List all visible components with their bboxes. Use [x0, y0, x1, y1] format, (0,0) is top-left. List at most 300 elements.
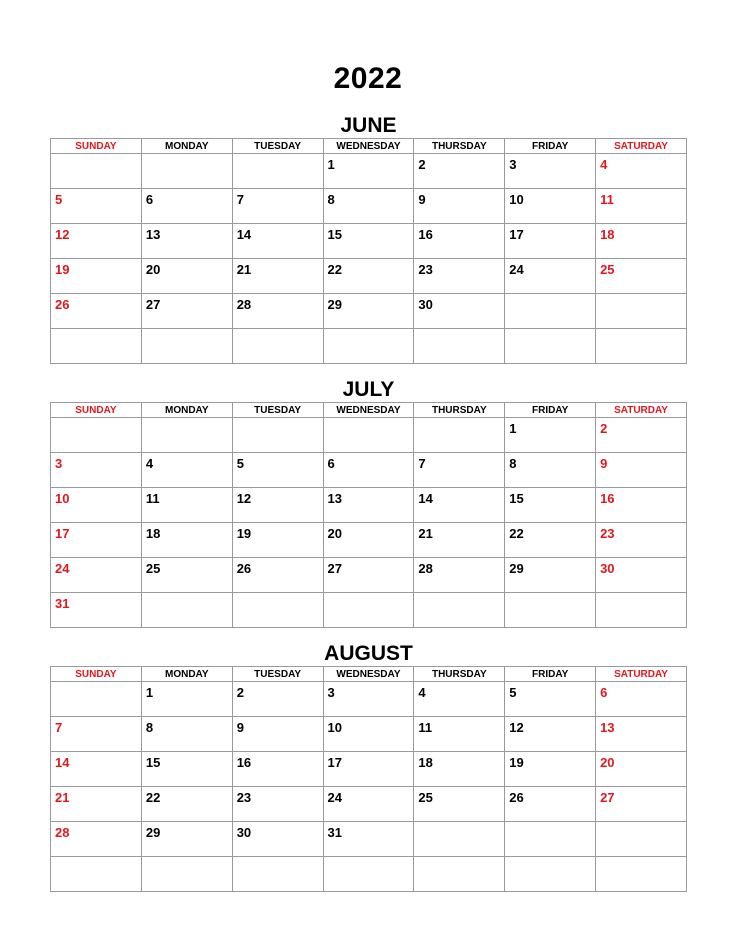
- day-cell: [51, 154, 142, 189]
- day-number: 23: [600, 526, 615, 541]
- day-number: 26: [55, 297, 70, 312]
- day-cell: [323, 857, 414, 892]
- day-number: [233, 857, 323, 860]
- day-cell: [51, 717, 142, 752]
- day-number: 30: [418, 297, 433, 312]
- day-cell: [505, 787, 596, 822]
- weekday-tuesday: TUESDAY: [232, 667, 323, 682]
- day-number: 29: [145, 825, 161, 840]
- day-cell: [323, 329, 414, 364]
- day-number: 2: [418, 157, 426, 172]
- day-cell: [596, 857, 687, 892]
- day-cell: [323, 593, 414, 628]
- day-number: 31: [327, 825, 342, 840]
- day-number: 14: [55, 755, 70, 770]
- day-cell: [505, 189, 596, 224]
- weekday-thursday: THURSDAY: [414, 667, 505, 682]
- day-number: 2: [236, 685, 244, 700]
- day-cell: [232, 329, 323, 364]
- day-cell: [232, 682, 323, 717]
- day-cell: [232, 717, 323, 752]
- day-number: [324, 857, 414, 860]
- day-number: 10: [327, 720, 342, 735]
- month-title: JUNE: [340, 114, 397, 137]
- calendar-grid: [50, 138, 687, 364]
- day-number: [505, 294, 595, 297]
- day-cell: [51, 787, 142, 822]
- day-cell: [141, 752, 232, 787]
- day-number: 7: [55, 720, 63, 735]
- weekday-tuesday: TUESDAY: [232, 403, 323, 418]
- day-number: [233, 593, 323, 596]
- day-number: [505, 593, 595, 596]
- day-number: 13: [327, 491, 342, 506]
- day-number: 7: [418, 456, 426, 471]
- weekday-thursday: THURSDAY: [414, 403, 505, 418]
- day-number: 9: [600, 456, 608, 471]
- weekday-header-row: [51, 403, 687, 418]
- week-row: [51, 857, 687, 892]
- day-cell: [596, 259, 687, 294]
- day-cell: [323, 418, 414, 453]
- day-number: 21: [418, 526, 433, 541]
- day-cell: [414, 857, 505, 892]
- day-cell: [596, 154, 687, 189]
- day-cell: [141, 717, 232, 752]
- day-cell: [323, 523, 414, 558]
- day-cell: [232, 453, 323, 488]
- day-number: [142, 857, 232, 860]
- day-cell: [596, 752, 687, 787]
- day-number: 23: [418, 262, 433, 277]
- day-number: 11: [418, 720, 433, 735]
- day-number: 18: [145, 526, 161, 541]
- day-number: 10: [509, 192, 524, 207]
- day-number: 1: [327, 157, 335, 172]
- calendar-grid: [50, 402, 687, 628]
- day-cell: [141, 822, 232, 857]
- day-number: [142, 418, 232, 421]
- day-number: 14: [236, 227, 252, 242]
- day-cell: [323, 294, 414, 329]
- day-number: 25: [145, 561, 161, 576]
- week-row: [51, 418, 687, 453]
- weekday-wednesday: WEDNESDAY: [323, 403, 414, 418]
- day-number: [51, 418, 141, 421]
- day-number: 15: [145, 755, 161, 770]
- weekday-sunday: SUNDAY: [51, 667, 142, 682]
- day-cell: [141, 259, 232, 294]
- day-number: [505, 329, 595, 332]
- day-cell: [323, 154, 414, 189]
- day-number: 5: [55, 192, 63, 207]
- day-cell: [51, 294, 142, 329]
- day-cell: [232, 593, 323, 628]
- day-cell: [141, 329, 232, 364]
- day-number: 17: [55, 526, 70, 541]
- day-cell: [141, 523, 232, 558]
- weekday-wednesday: WEDNESDAY: [323, 139, 414, 154]
- day-number: 20: [145, 262, 161, 277]
- day-cell: [51, 329, 142, 364]
- weekday-monday: MONDAY: [141, 403, 232, 418]
- weekday-thursday: THURSDAY: [414, 139, 505, 154]
- day-cell: [51, 593, 142, 628]
- day-number: 12: [236, 491, 252, 506]
- day-number: [51, 329, 141, 332]
- day-cell: [505, 224, 596, 259]
- day-number: 25: [418, 790, 433, 805]
- day-number: [233, 418, 323, 421]
- day-number: [414, 857, 504, 860]
- day-cell: [596, 224, 687, 259]
- day-cell: [414, 224, 505, 259]
- day-cell: [232, 558, 323, 593]
- day-number: 15: [327, 227, 342, 242]
- day-cell: [232, 259, 323, 294]
- day-cell: [51, 189, 142, 224]
- day-number: 2: [600, 421, 608, 436]
- day-cell: [414, 752, 505, 787]
- day-number: 3: [55, 456, 63, 471]
- day-cell: [232, 488, 323, 523]
- week-row: [51, 294, 687, 329]
- day-number: 25: [600, 262, 615, 277]
- month-june: [50, 114, 687, 364]
- day-cell: [323, 558, 414, 593]
- day-number: 6: [145, 192, 154, 207]
- day-cell: [51, 418, 142, 453]
- weekday-friday: FRIDAY: [505, 139, 596, 154]
- weekday-monday: MONDAY: [141, 139, 232, 154]
- day-cell: [141, 418, 232, 453]
- day-cell: [505, 453, 596, 488]
- day-cell: [323, 488, 414, 523]
- day-cell: [596, 488, 687, 523]
- day-cell: [232, 857, 323, 892]
- day-number: 15: [509, 491, 524, 506]
- day-cell: [596, 593, 687, 628]
- day-number: 24: [55, 561, 70, 576]
- weekday-saturday: SATURDAY: [596, 139, 687, 154]
- day-cell: [323, 259, 414, 294]
- day-cell: [323, 682, 414, 717]
- day-cell: [232, 822, 323, 857]
- day-number: 4: [418, 685, 426, 700]
- day-cell: [51, 857, 142, 892]
- day-cell: [596, 453, 687, 488]
- week-row: [51, 787, 687, 822]
- day-number: 14: [418, 491, 433, 506]
- weekday-sunday: SUNDAY: [51, 403, 142, 418]
- day-number: 19: [509, 755, 524, 770]
- day-number: 20: [327, 526, 342, 541]
- day-number: 8: [327, 192, 335, 207]
- day-number: 7: [236, 192, 244, 207]
- day-cell: [414, 558, 505, 593]
- day-cell: [323, 787, 414, 822]
- day-cell: [414, 682, 505, 717]
- day-cell: [414, 189, 505, 224]
- day-number: 28: [418, 561, 433, 576]
- day-cell: [141, 154, 232, 189]
- day-cell: [414, 259, 505, 294]
- day-cell: [141, 558, 232, 593]
- weekday-wednesday: WEDNESDAY: [323, 667, 414, 682]
- day-cell: [505, 593, 596, 628]
- day-number: 29: [327, 297, 342, 312]
- day-cell: [505, 154, 596, 189]
- day-cell: [414, 593, 505, 628]
- day-number: 20: [600, 755, 615, 770]
- day-number: 8: [509, 456, 517, 471]
- day-cell: [51, 224, 142, 259]
- day-number: [596, 593, 686, 596]
- day-number: 3: [509, 157, 517, 172]
- year-title: 2022: [333, 62, 403, 95]
- week-row: [51, 558, 687, 593]
- week-row: [51, 259, 687, 294]
- calendar-grid: [50, 666, 687, 892]
- day-number: [142, 593, 232, 596]
- day-number: 4: [145, 456, 154, 471]
- day-cell: [505, 558, 596, 593]
- day-cell: [323, 453, 414, 488]
- day-number: 12: [509, 720, 524, 735]
- day-number: [414, 822, 504, 825]
- weekday-sunday: SUNDAY: [51, 139, 142, 154]
- day-cell: [414, 418, 505, 453]
- day-number: 9: [418, 192, 426, 207]
- weekday-saturday: SATURDAY: [596, 667, 687, 682]
- day-cell: [414, 329, 505, 364]
- day-cell: [51, 682, 142, 717]
- day-cell: [596, 329, 687, 364]
- day-cell: [141, 787, 232, 822]
- month-title: JULY: [342, 378, 395, 401]
- day-number: [51, 682, 141, 685]
- day-number: [414, 418, 504, 421]
- day-number: 9: [236, 720, 244, 735]
- day-cell: [505, 717, 596, 752]
- day-number: [596, 857, 686, 860]
- day-cell: [323, 752, 414, 787]
- day-number: 26: [509, 790, 524, 805]
- weekday-friday: FRIDAY: [505, 403, 596, 418]
- day-number: [324, 329, 414, 332]
- day-number: 27: [327, 561, 342, 576]
- day-number: 17: [509, 227, 524, 242]
- day-cell: [323, 822, 414, 857]
- day-cell: [232, 787, 323, 822]
- weekday-header-row: [51, 139, 687, 154]
- day-cell: [596, 822, 687, 857]
- week-row: [51, 752, 687, 787]
- month-august: [50, 642, 687, 892]
- day-number: [142, 154, 232, 157]
- day-cell: [414, 787, 505, 822]
- month-title: AUGUST: [324, 642, 413, 665]
- day-number: 22: [509, 526, 524, 541]
- day-number: 30: [236, 825, 252, 840]
- day-number: 26: [236, 561, 252, 576]
- day-cell: [51, 822, 142, 857]
- day-number: [414, 329, 504, 332]
- day-number: [596, 294, 686, 297]
- week-row: [51, 488, 687, 523]
- day-cell: [505, 294, 596, 329]
- week-row: [51, 523, 687, 558]
- day-number: 23: [236, 790, 252, 805]
- day-number: 16: [418, 227, 433, 242]
- day-number: 18: [600, 227, 615, 242]
- day-number: 29: [509, 561, 524, 576]
- day-cell: [51, 259, 142, 294]
- day-cell: [51, 523, 142, 558]
- weekday-monday: MONDAY: [141, 667, 232, 682]
- day-number: 19: [236, 526, 252, 541]
- day-number: [414, 593, 504, 596]
- day-cell: [596, 787, 687, 822]
- day-number: [51, 857, 141, 860]
- day-number: 4: [600, 157, 608, 172]
- day-number: 1: [509, 421, 517, 436]
- day-cell: [141, 294, 232, 329]
- week-row: [51, 329, 687, 364]
- day-cell: [505, 682, 596, 717]
- day-cell: [323, 717, 414, 752]
- day-cell: [141, 593, 232, 628]
- day-cell: [51, 453, 142, 488]
- day-number: 24: [509, 262, 524, 277]
- day-cell: [414, 488, 505, 523]
- day-number: 5: [236, 456, 244, 471]
- week-row: [51, 189, 687, 224]
- week-row: [51, 822, 687, 857]
- day-number: 27: [600, 790, 615, 805]
- day-number: 17: [327, 755, 342, 770]
- week-row: [51, 717, 687, 752]
- day-number: 21: [236, 262, 252, 277]
- day-cell: [141, 189, 232, 224]
- day-cell: [596, 418, 687, 453]
- day-cell: [232, 523, 323, 558]
- day-number: 10: [55, 491, 70, 506]
- day-number: 22: [327, 262, 342, 277]
- day-cell: [232, 418, 323, 453]
- day-number: [505, 822, 595, 825]
- day-number: 6: [327, 456, 335, 471]
- day-cell: [596, 682, 687, 717]
- day-number: 27: [145, 297, 161, 312]
- day-cell: [141, 682, 232, 717]
- day-cell: [232, 154, 323, 189]
- month-july: [50, 378, 687, 628]
- week-row: [51, 453, 687, 488]
- day-cell: [596, 523, 687, 558]
- day-cell: [51, 488, 142, 523]
- day-cell: [141, 488, 232, 523]
- day-number: 13: [145, 227, 161, 242]
- weekday-saturday: SATURDAY: [596, 403, 687, 418]
- day-number: 24: [327, 790, 342, 805]
- day-cell: [596, 717, 687, 752]
- weekday-friday: FRIDAY: [505, 667, 596, 682]
- day-number: 13: [600, 720, 615, 735]
- day-cell: [414, 717, 505, 752]
- day-number: 28: [236, 297, 252, 312]
- day-cell: [596, 294, 687, 329]
- day-number: [505, 857, 595, 860]
- day-cell: [414, 523, 505, 558]
- week-row: [51, 224, 687, 259]
- week-row: [51, 682, 687, 717]
- day-cell: [141, 453, 232, 488]
- weekday-header-row: [51, 667, 687, 682]
- day-number: 1: [145, 685, 154, 700]
- day-number: 3: [327, 685, 335, 700]
- week-row: [51, 154, 687, 189]
- day-cell: [505, 488, 596, 523]
- day-cell: [505, 329, 596, 364]
- day-cell: [141, 857, 232, 892]
- day-cell: [232, 294, 323, 329]
- day-cell: [505, 523, 596, 558]
- day-cell: [51, 558, 142, 593]
- day-cell: [505, 259, 596, 294]
- day-cell: [232, 224, 323, 259]
- day-number: 19: [55, 262, 70, 277]
- day-cell: [414, 822, 505, 857]
- day-number: 22: [145, 790, 161, 805]
- day-cell: [505, 752, 596, 787]
- day-number: [51, 154, 141, 157]
- day-number: 5: [509, 685, 517, 700]
- day-number: 11: [145, 491, 160, 506]
- day-number: [324, 593, 414, 596]
- day-number: 8: [145, 720, 154, 735]
- day-number: [596, 822, 686, 825]
- day-number: 6: [600, 685, 608, 700]
- day-number: [324, 418, 414, 421]
- day-cell: [51, 752, 142, 787]
- day-number: 12: [55, 227, 70, 242]
- day-number: [233, 329, 323, 332]
- day-cell: [323, 189, 414, 224]
- day-number: 18: [418, 755, 433, 770]
- day-cell: [141, 224, 232, 259]
- day-cell: [414, 154, 505, 189]
- day-cell: [232, 189, 323, 224]
- day-cell: [414, 294, 505, 329]
- day-number: 21: [55, 790, 70, 805]
- day-cell: [505, 418, 596, 453]
- weekday-tuesday: TUESDAY: [232, 139, 323, 154]
- day-cell: [596, 558, 687, 593]
- day-number: [596, 329, 686, 332]
- day-number: [142, 329, 232, 332]
- day-number: [233, 154, 323, 157]
- day-number: 16: [236, 755, 252, 770]
- day-number: 28: [55, 825, 70, 840]
- day-cell: [323, 224, 414, 259]
- day-cell: [232, 752, 323, 787]
- day-number: 16: [600, 491, 615, 506]
- day-cell: [505, 857, 596, 892]
- day-number: 31: [55, 596, 70, 611]
- day-cell: [596, 189, 687, 224]
- day-number: 30: [600, 561, 615, 576]
